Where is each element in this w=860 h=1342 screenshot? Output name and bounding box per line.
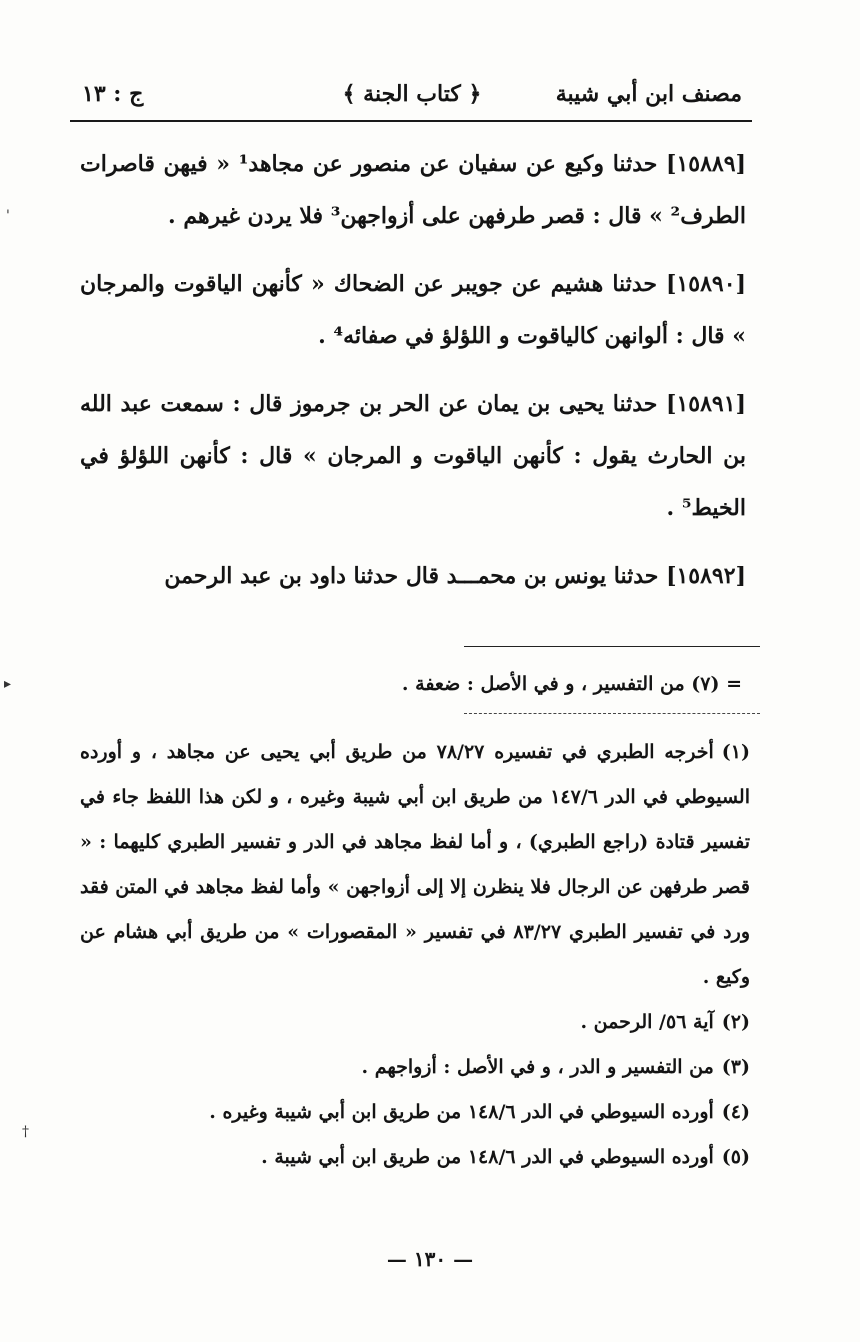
scan-speck: ▸: [4, 676, 12, 692]
footnote-number: (٤): [721, 1101, 750, 1123]
hadith-text: حدثنا وكيع عن سفيان عن منصور عن مجاهد¹ « فيهن قاصرات الطرف² » قال : قصر طرفهن على أزواجهن³ فلا يردن غيرهم .: [80, 151, 746, 229]
footnote-item: [80, 1045, 750, 1090]
hadith-number: [١٥٨٨٩]: [666, 151, 746, 177]
carried-footnote: = (٧) من التفسير ، و في الأصل : ضعفة .: [401, 673, 742, 695]
footnote-divider-dashed: [464, 713, 760, 714]
running-header: [82, 70, 742, 118]
footnote-item: [80, 1135, 750, 1180]
header-chapter-title: ﴿ كتاب الجنة ﴾: [342, 81, 482, 107]
footnote-text: أورده السيوطي في الدر ١٤٨/٦ من طريق ابن أبي شيبة وغيره .: [209, 1101, 714, 1123]
hadith-entry: [80, 550, 746, 602]
hadith-number: [١٥٨٩٠]: [666, 271, 746, 297]
hadith-entry: [80, 378, 746, 534]
hadith-entry: [80, 258, 746, 362]
footnote-number: (٢): [721, 1011, 750, 1033]
hadith-list: [80, 138, 746, 602]
footnote-number: (٣): [721, 1056, 750, 1078]
footnote-divider: [464, 646, 760, 647]
page-number: — ١٣٠ —: [386, 1247, 474, 1271]
footnote-number: (١): [721, 741, 750, 763]
footnote-text: أورده السيوطي في الدر ١٤٨/٦ من طريق ابن أبي شيبة .: [261, 1146, 714, 1168]
footnote-item: [80, 1000, 750, 1045]
header-divider: [70, 120, 752, 122]
scan-speck: †: [22, 1124, 29, 1140]
footnote-text: آية ٥٦/ الرحمن .: [580, 1011, 714, 1033]
scan-speck: ': [6, 208, 10, 224]
hadith-text: حدثنا يحيى بن يمان عن الحر بن جرموز قال : سمعت عبد الله بن الحارث يقول : كأنهن الياقوت و المرجان » قال : كأنهن اللؤلؤ في الخيط⁵ .: [80, 391, 746, 521]
footnotes: [80, 730, 750, 1180]
hadith-text: حدثنا يونس بن محمـــد قال حدثنا داود بن عبد الرحمن: [164, 563, 659, 589]
footnote-item: [80, 1090, 750, 1135]
header-volume-number: ج : ١٣: [82, 81, 144, 107]
hadith-text: حدثنا هشيم عن جويبر عن الضحاك « كأنهن الياقوت والمرجان » قال : ألوانهن كالياقوت و اللؤلؤ في صفائه⁴ .: [80, 271, 746, 349]
footnote-number: (٥): [721, 1146, 750, 1168]
header-book-title: مصنف ابن أبي شيبة: [555, 81, 742, 107]
hadith-number: [١٥٨٩١]: [666, 391, 746, 417]
footnote-item: [80, 730, 750, 1000]
footnote-text: أخرجه الطبري في تفسيره ٧٨/٢٧ من طريق أبي يحيى عن مجاهد ، و أورده السيوطي في الدر ١٤٧/٦ من طريق ابن أبي شيبة وغيره ، و لكن هذا اللفظ جاء في تفسير قتادة (راجع الطبري) ، و أما لفظ مجاهد في الدر و تفسير الطبري كليهما : « قصر طرفهن عن الرجال فلا ينظرن إلا إلى أزواجهن » وأما لفظ مجاهد في المتن فقد ورد في تفسير الطبري ٨٣/٢٧ في تفسير « المقصورات » من طريق أبي هشام عن وكيع .: [79, 741, 750, 988]
footnote-text: من التفسير و الدر ، و في الأصل : أزواجهم .: [361, 1056, 714, 1078]
hadith-number: [١٥٨٩٢]: [666, 563, 746, 589]
hadith-entry: [80, 138, 746, 242]
